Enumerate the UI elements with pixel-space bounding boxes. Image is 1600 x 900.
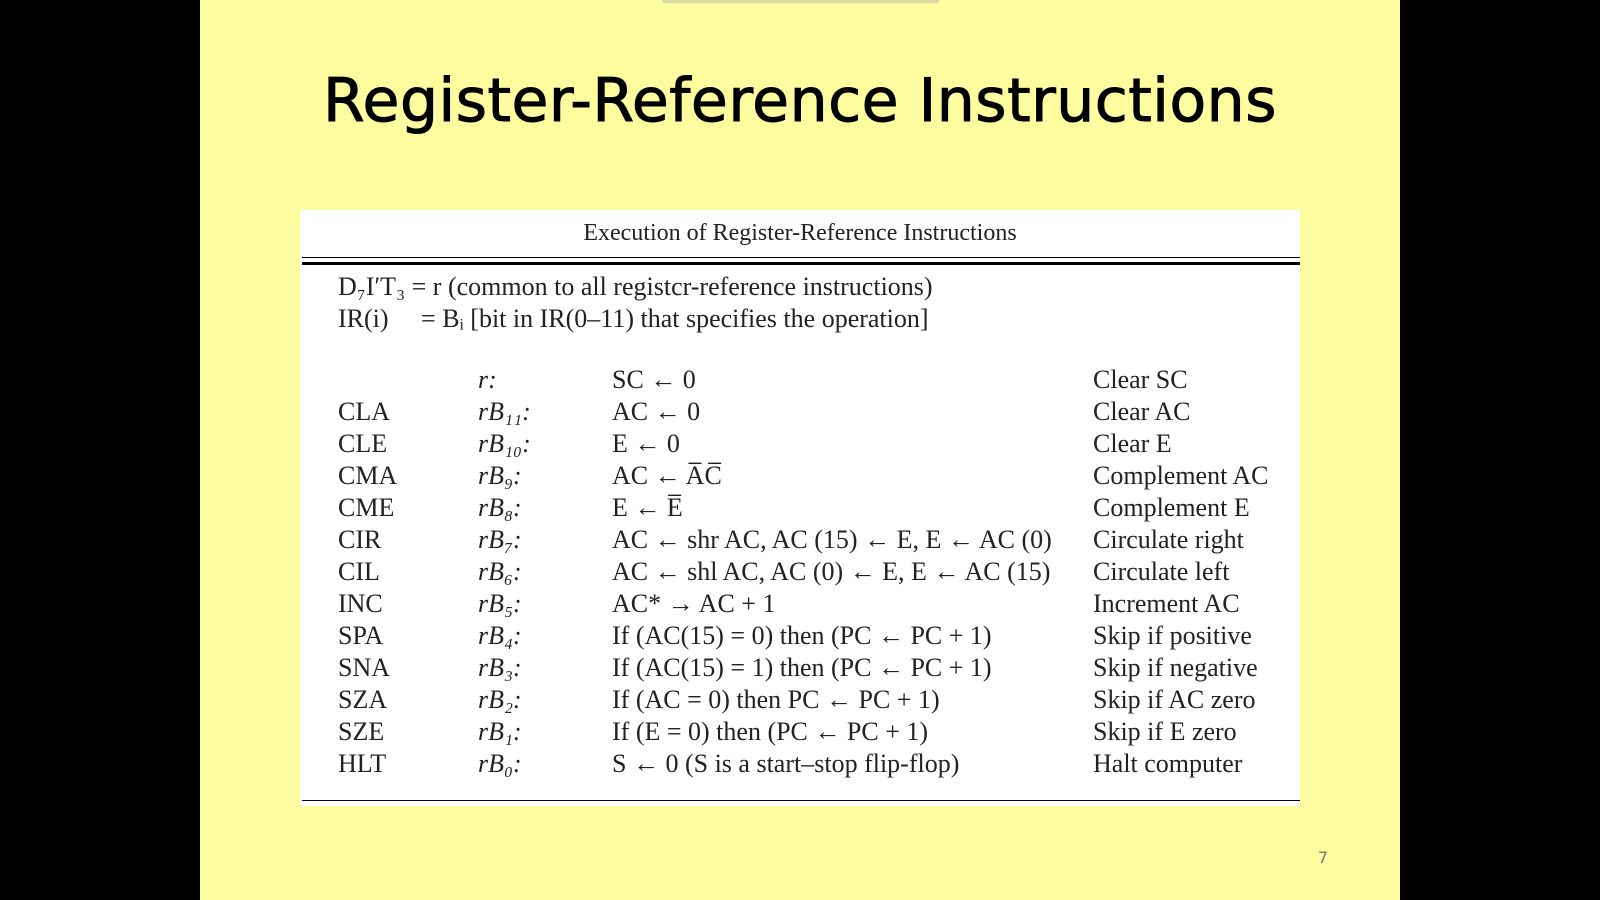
condition-cell: rB₇: (478, 525, 522, 554)
microoperation-cell: E ← 0 (612, 429, 680, 458)
mnemonic-cell: CMA (338, 461, 398, 490)
bottom-rule (302, 800, 1300, 801)
condition-cell: rB₉: (478, 461, 522, 490)
description-cell: Complement E (1093, 493, 1250, 522)
condition-cell: rB₄: (478, 621, 522, 650)
mnemonic-cell: SNA (338, 653, 391, 682)
microoperation-cell: SC ← 0 (612, 365, 696, 394)
table-row (300, 493, 1300, 525)
table-row (300, 461, 1300, 493)
microoperation-cell: If (E = 0) then (PC ← PC + 1) (612, 717, 929, 746)
microoperation-cell: If (AC = 0) then PC ← PC + 1) (612, 685, 940, 714)
description-cell: Complement AC (1093, 461, 1269, 490)
mnemonic-cell: CIR (338, 525, 382, 554)
mnemonic-cell: CLE (338, 429, 388, 458)
description-cell: Clear E (1093, 429, 1172, 458)
definition-line: IR(i) = Bᵢ [bit in IR(0–11) that specifies the operation] (338, 304, 929, 333)
condition-cell: rB₁₁: (478, 397, 531, 426)
caption-rule-thin (302, 257, 1300, 258)
description-cell: Circulate right (1093, 525, 1244, 554)
instruction-figure (300, 210, 1300, 806)
microoperation-cell: AC ← A̅C̅ (612, 461, 722, 490)
condition-cell: rB₃: (478, 653, 522, 682)
description-cell: Skip if positive (1093, 621, 1252, 650)
slide (200, 0, 1400, 900)
caption-rule-thick (302, 262, 1300, 265)
description-cell: Skip if AC zero (1093, 685, 1256, 714)
table-row (300, 589, 1300, 621)
mnemonic-cell: SZE (338, 717, 385, 746)
slide-title: Register-Reference Instructions (323, 66, 1277, 136)
condition-cell: rB₆: (478, 557, 522, 586)
condition-cell: r: (478, 365, 497, 394)
condition-cell: rB₅: (478, 589, 522, 618)
slide-top-tab (662, 0, 940, 3)
table-row (300, 653, 1300, 685)
description-cell: Skip if E zero (1093, 717, 1237, 746)
condition-cell: rB₁: (478, 717, 522, 746)
microoperation-cell: AC ← shr AC, AC (15) ← E, E ← AC (0) (612, 525, 1052, 554)
microoperation-cell: AC ← shl AC, AC (0) ← E, E ← AC (15) (612, 557, 1051, 586)
description-cell: Circulate left (1093, 557, 1230, 586)
mnemonic-cell: SPA (338, 621, 384, 650)
microoperation-cell: AC* → AC + 1 (612, 589, 776, 618)
table-row (300, 749, 1300, 781)
table-row (300, 621, 1300, 653)
microoperation-cell: E ← E̅ (612, 493, 683, 522)
figure-caption: Execution of Register-Reference Instructions (583, 220, 1017, 246)
table-row (300, 429, 1300, 461)
description-cell: Halt computer (1093, 749, 1243, 778)
microoperation-cell: If (AC(15) = 0) then (PC ← PC + 1) (612, 621, 992, 650)
description-cell: Skip if negative (1093, 653, 1258, 682)
mnemonic-cell: INC (338, 589, 383, 618)
microoperation-cell: S ← 0 (S is a start–stop flip-flop) (612, 749, 960, 778)
mnemonic-cell: SZA (338, 685, 388, 714)
table-row (300, 397, 1300, 429)
description-cell: Clear SC (1093, 365, 1188, 394)
microoperation-cell: If (AC(15) = 1) then (PC ← PC + 1) (612, 653, 992, 682)
mnemonic-cell: CME (338, 493, 395, 522)
condition-cell: rB₀: (478, 749, 522, 778)
condition-cell: rB₁₀: (478, 429, 531, 458)
microoperation-cell: AC ← 0 (612, 397, 701, 426)
table-row (300, 685, 1300, 717)
mnemonic-cell: CIL (338, 557, 380, 586)
table-row (300, 365, 1300, 397)
table-row (300, 557, 1300, 589)
page-number: 7 (1317, 848, 1328, 867)
table-row (300, 525, 1300, 557)
description-cell: Increment AC (1093, 589, 1240, 618)
condition-cell: rB₂: (478, 685, 522, 714)
table-row (300, 717, 1300, 749)
condition-cell: rB₈: (478, 493, 522, 522)
definition-line: D₇I′T₃ = r (common to all registcr-reference instructions) (338, 272, 933, 301)
mnemonic-cell: CLA (338, 397, 390, 426)
description-cell: Clear AC (1093, 397, 1191, 426)
mnemonic-cell: HLT (338, 749, 387, 778)
